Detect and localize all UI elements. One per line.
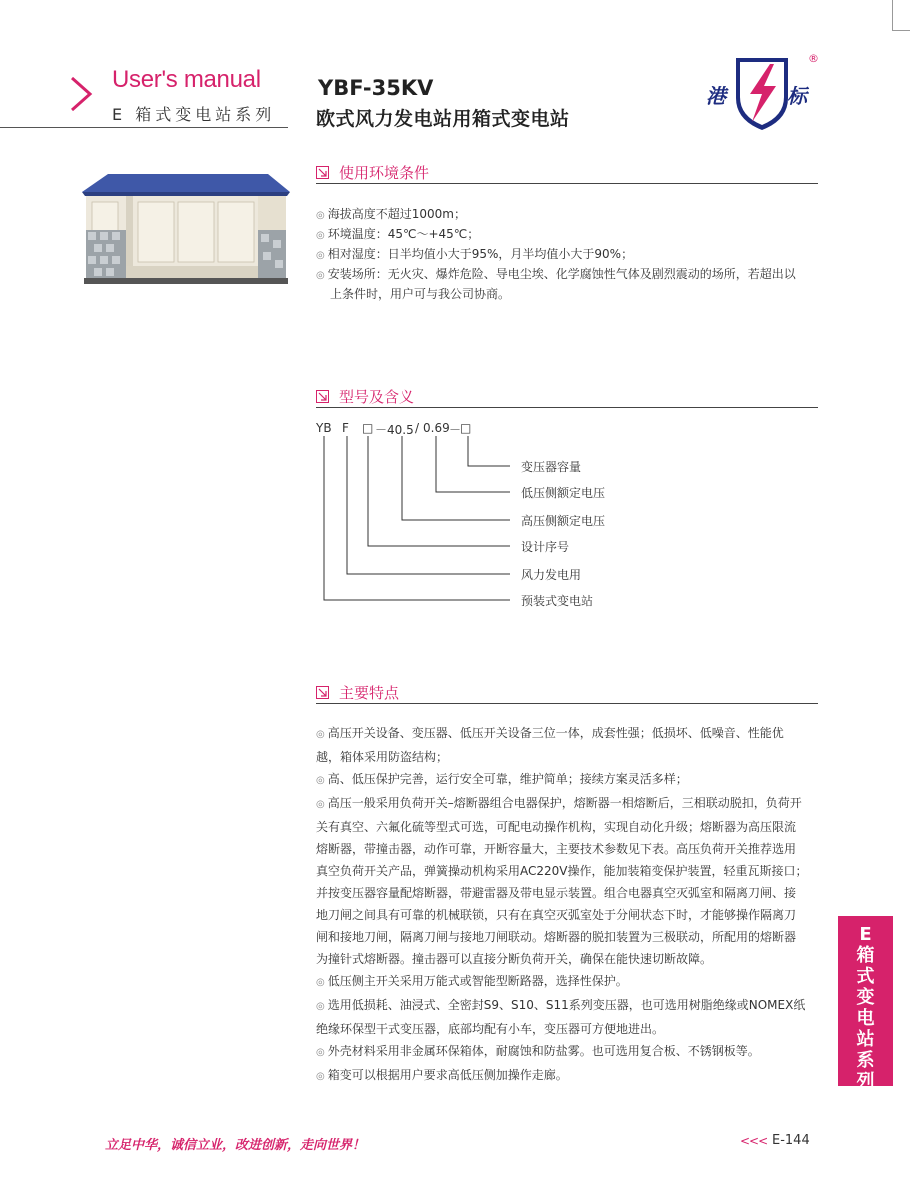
side-tab-char: E bbox=[859, 924, 872, 945]
crop-mark-top bbox=[892, 0, 893, 30]
page-number: E-144 bbox=[772, 1133, 810, 1148]
feature-line: ◎ 高压一般采用负荷开关–熔断器组合电器保护，熔断器一相熔断后，三相联动脱扣，负荷开 bbox=[316, 796, 802, 810]
side-tab-char: 变 bbox=[856, 987, 875, 1008]
crop-mark-right bbox=[892, 30, 910, 31]
list-item: 上条件时，用户可与我公司协商。 bbox=[330, 287, 511, 301]
feature-line: ◎ 低压侧主开关采用万能式或智能型断路器，选择性保护。 bbox=[316, 974, 628, 988]
logo-text-right: 标 bbox=[787, 84, 807, 108]
label-hv-rated-voltage: 高压侧额定电压 bbox=[521, 514, 606, 528]
model-section-header bbox=[316, 386, 414, 407]
feature-line: ◎ 高压开关设备、变压器、低压开关设备三位一体，成套性强；低损坏、低噪音、性能优 bbox=[316, 726, 784, 740]
series-side-tab bbox=[838, 916, 893, 1092]
model-code-lv: 0.69 bbox=[423, 421, 450, 435]
registered-mark: ® bbox=[808, 52, 819, 65]
side-tab-char: 式 bbox=[856, 966, 875, 987]
series-subtitle: E 箱式变电站系列 bbox=[112, 105, 276, 124]
list-item: ◎ 安装场所：无火灾、爆炸危险、导电尘埃、化学腐蚀性气体及剧烈震动的场所，若超出以 bbox=[316, 267, 796, 281]
list-item: ◎ 环境温度：45℃～+45℃； bbox=[316, 227, 480, 241]
checkbox-arrow-icon bbox=[316, 166, 329, 179]
feature-line: 闸和接地刀闸，隔离刀闸与接地刀闸联动。熔断器的脱扣装置为三极联动，所配用的熔断器 bbox=[316, 930, 797, 944]
side-tab-char: 列 bbox=[856, 1071, 875, 1092]
feature-line: 关有真空、六氟化硫等型式可选，可配电动操作机构，实现自动化升级；熔断器为高压限流 bbox=[316, 820, 797, 834]
feature-line: 越，箱体采用防盗结构； bbox=[316, 750, 449, 764]
feature-line: ◎ 外壳材料采用非金属环保箱体，耐腐蚀和防盐雾。也可选用复合板、不锈钢板等。 bbox=[316, 1044, 760, 1058]
features-section-title: 主要特点 bbox=[339, 684, 400, 702]
feature-line: ◎ 选用低损耗、油浸式、全密封S9、S10、S11系列变压器，也可选用树脂绝缘或NOMEX纸 bbox=[316, 998, 806, 1012]
model-section-divider bbox=[316, 407, 818, 408]
env-section-title: 使用环境条件 bbox=[339, 164, 430, 182]
label-design-number: 设计序号 bbox=[521, 540, 570, 554]
logo-text-left: 港 bbox=[706, 84, 726, 108]
side-tab-char: 电 bbox=[856, 1008, 875, 1029]
label-wind-power: 风力发电用 bbox=[521, 568, 582, 582]
label-transformer-capacity: 变压器容量 bbox=[521, 460, 582, 474]
model-code-yb: YB bbox=[316, 421, 332, 435]
side-tab-char: 箱 bbox=[856, 945, 875, 966]
checkbox-arrow-icon bbox=[316, 390, 329, 403]
model-code-slash: / bbox=[415, 421, 420, 435]
feature-line: 真空负荷开关产品，弹簧操动机构采用AC220V操作，能加装箱变保护装置，轻重瓦斯接口； bbox=[316, 864, 808, 878]
model-code-hv: －40.5 bbox=[375, 423, 414, 437]
label-prefab-substation: 预装式变电站 bbox=[521, 594, 594, 608]
features-section-header bbox=[316, 682, 399, 703]
env-section-header bbox=[316, 162, 429, 183]
label-lv-rated-voltage: 低压侧额定电压 bbox=[521, 486, 606, 500]
model-code-box1: □ bbox=[362, 421, 374, 435]
checkbox-arrow-icon bbox=[316, 686, 329, 699]
page-arrows: <<< bbox=[740, 1134, 768, 1148]
feature-line: 为撞针式熔断器。撞击器可以直接分断负荷开关，确保在能快速切断故障。 bbox=[316, 952, 713, 966]
model-code-box2: □ bbox=[460, 421, 472, 435]
model-code-dash: － bbox=[449, 423, 462, 437]
features-list bbox=[316, 722, 821, 1088]
page-title: 欧式风力发电站用箱式变电站 bbox=[316, 108, 570, 130]
chevron-right-icon bbox=[66, 74, 96, 114]
substation-product-image bbox=[78, 170, 293, 288]
manual-title: User's manual bbox=[112, 66, 261, 93]
company-slogan: 立足中华，诚信立业，改进创新，走向世界！ bbox=[105, 1138, 366, 1153]
env-conditions-list bbox=[316, 205, 821, 304]
feature-line: 并按变压器容量配熔断器，带避雷器及带电显示装置。组合电器真空灭弧室和隔离刀闸、接 bbox=[316, 886, 797, 900]
model-section-title: 型号及含义 bbox=[339, 388, 415, 406]
features-section-divider bbox=[316, 703, 818, 704]
list-item: ◎ 相对湿度：日半均值小大于95%，月半均值小大于90%； bbox=[316, 247, 634, 261]
feature-line: ◎ 箱变可以根据用户要求高低压侧加操作走廊。 bbox=[316, 1068, 568, 1082]
list-item: ◎ 海拔高度不超过1000m； bbox=[316, 207, 466, 221]
feature-line: 绝缘环保型干式变压器，底部均配有小车，变压器可方便地进出。 bbox=[316, 1022, 665, 1036]
env-section-divider bbox=[316, 183, 818, 184]
model-code-f: F bbox=[342, 421, 349, 435]
feature-line: 地刀闸之间具有可靠的机械联锁，只有在真空灭弧室处于分闸状态下时，才能够操作隔离刀 bbox=[316, 908, 797, 922]
side-tab-char: 系 bbox=[856, 1050, 875, 1071]
side-tab-char: 站 bbox=[856, 1029, 875, 1050]
product-model: YBF-35KV bbox=[318, 76, 434, 100]
header-divider bbox=[0, 127, 288, 128]
feature-line: ◎ 高、低压保护完善，运行安全可靠，维护简单；接续方案灵活多样； bbox=[316, 772, 688, 786]
feature-line: 熔断器，带撞击器，动作可靠，开断容量大，主要技术参数见下表。高压负荷开关推荐选用 bbox=[316, 842, 797, 856]
